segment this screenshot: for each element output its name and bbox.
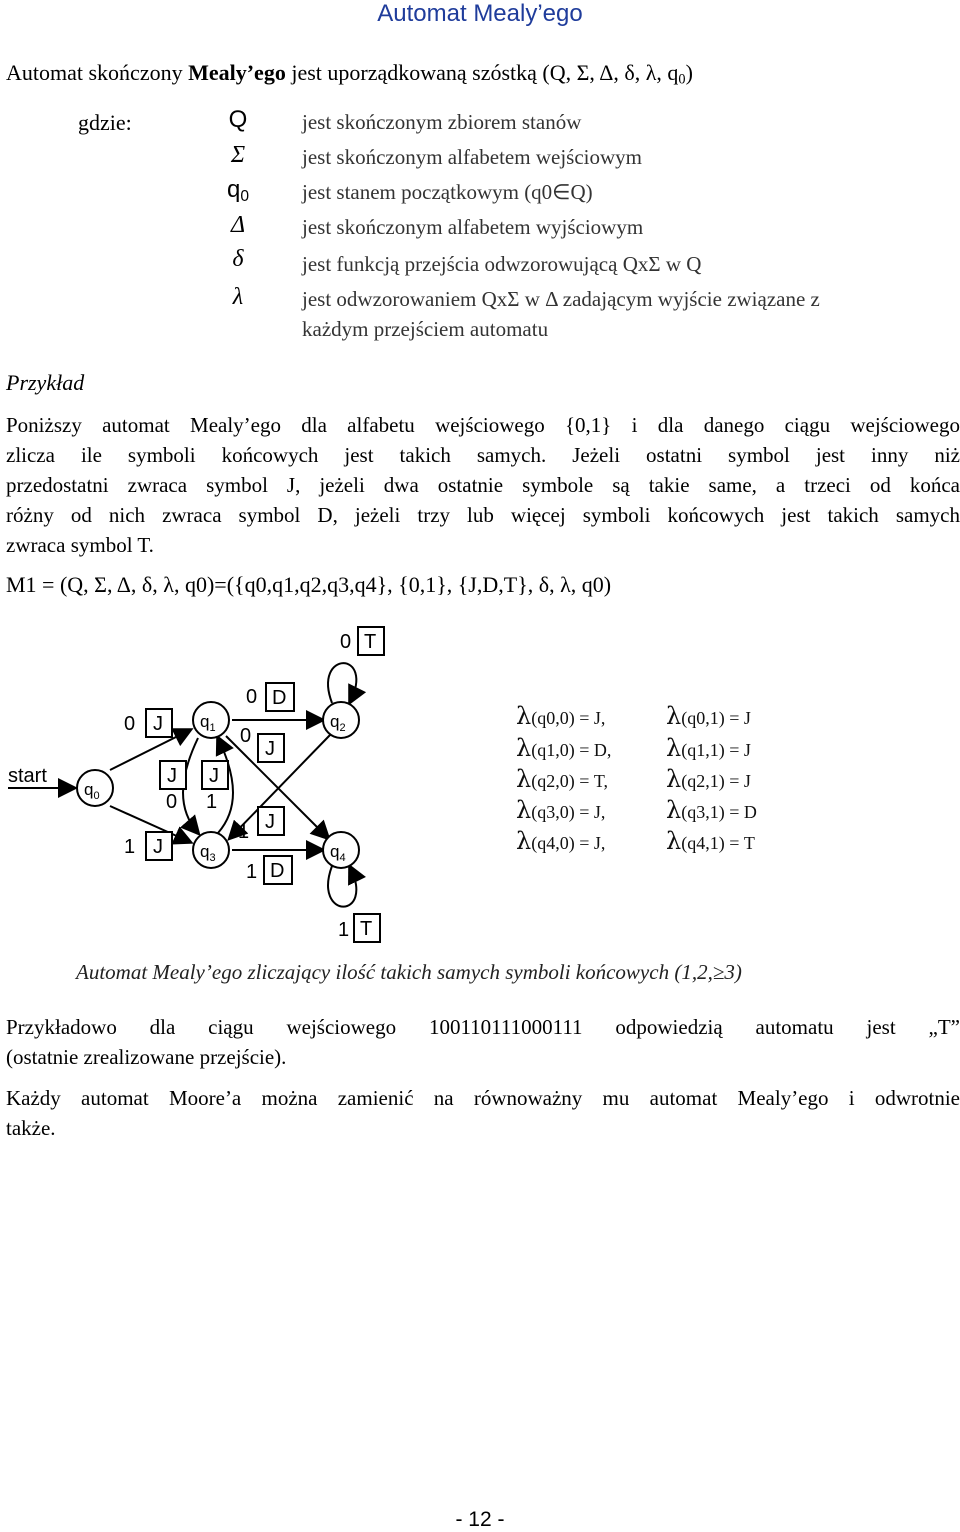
svg-text:0: 0 (124, 713, 136, 735)
example-line: różny od nich zwraca symbol D, jeżeli trzy lub więcej symboli końcowych jest takich samych (6, 503, 960, 527)
lambda-row: λ(q3,1) = D (666, 796, 757, 824)
svg-text:J: J (265, 738, 275, 760)
svg-text:q3: $q_3$ (200, 842, 216, 864)
moore-line: także. (6, 1116, 56, 1140)
symbol-q0: $q_0$ (226, 176, 250, 205)
intro-prefix: Automat skończony (6, 60, 189, 85)
example-line: Poniższy automat Mealy’ego dla alfabetu wejściowego {0,1} i dla danego ciągu wejściowego (6, 413, 960, 437)
svg-text:T: T (360, 918, 373, 940)
edge-q2-loop (328, 663, 356, 703)
svg-text:J: J (167, 765, 177, 787)
label-q0-q3 (124, 832, 172, 860)
lambda-row: λ(q2,1) = J (666, 765, 751, 793)
lambda-row: λ(q1,0) = D, (516, 734, 612, 762)
figure-caption: Automat Mealy’ego zliczający ilość takich samych symboli końcowych (1,2,≥3) (76, 960, 742, 984)
state-q2 (323, 702, 359, 738)
svg-text:0: 0 (166, 791, 178, 813)
svg-text:1: 1 (206, 791, 218, 813)
label-q1-q2 (246, 683, 294, 711)
svg-text:J: J (153, 836, 163, 858)
definition-delta-upper: jest skończonym alfabetem wyjściowym (302, 215, 644, 239)
definition-q0: jest stanem początkowym (q0∈Q) (302, 180, 593, 204)
lambda-row: λ(q2,0) = T, (516, 765, 609, 793)
moore-line: Każdy automat Moore’a można zamienić na równoważny mu automat Mealy’ego i odwrotnie (6, 1086, 960, 1110)
conclusion-line: (ostatnie zrealizowane przejście). (6, 1045, 287, 1069)
svg-text:0: 0 (340, 631, 352, 653)
state-q4 (323, 832, 359, 868)
state-q0 (77, 770, 113, 806)
svg-text:J: J (265, 811, 275, 833)
svg-text:1: 1 (238, 821, 250, 843)
svg-text:0: 0 (240, 725, 252, 747)
label-q0-q1 (124, 709, 172, 737)
edge-q4-loop (328, 866, 356, 907)
svg-text:q2: $q_2$ (330, 712, 346, 734)
definition-lambda-cont: każdym przejściem automatu (302, 317, 549, 341)
symbol-delta-lower: δ (232, 246, 244, 272)
svg-text:D: D (270, 860, 285, 882)
page-number: - 12 - (455, 1508, 505, 1531)
definition-delta-lower: jest funkcją przejścia odwzorowującą QxΣ w Q (302, 252, 702, 276)
intro-suffix: jest uporządkowaną szóstką (Q, Σ, Δ, δ, λ, q (285, 60, 679, 85)
example-heading: Przykład (6, 370, 85, 395)
conclusion-paragraph (6, 1012, 960, 1072)
svg-text:q0: $q_0$ (84, 780, 100, 802)
intro-bold: Mealy’ego (188, 60, 286, 85)
svg-text:D: D (272, 687, 287, 709)
machine-definition: M1 = (Q, Σ, Δ, δ, λ, q0)=({q0,q1,q2,q3,q4}, {0,1}, {J,D,T}, δ, λ, q0) (6, 572, 612, 597)
lambda-row: λ(q1,1) = J (666, 734, 751, 762)
svg-text:q4: $q_4$ (330, 842, 346, 864)
state-q1 (193, 702, 229, 738)
where-label: gdzie: (78, 110, 132, 135)
example-line: zlicza ile symboli końcowych jest takich samych. Jeżeli ostatni symbol jest inny niż (6, 443, 960, 467)
symbol-delta-upper: Δ (230, 212, 246, 238)
lambda-row: λ(q0,1) = J (666, 702, 751, 730)
example-paragraph (6, 410, 960, 560)
definition-sigma: jest skończonym alfabetem wejściowym (302, 145, 642, 169)
svg-text:0: 0 (246, 686, 258, 708)
example-line: zwraca symbol T. (6, 533, 154, 557)
svg-text:J: J (153, 713, 163, 735)
definition-lambda: jest odwzorowaniem QxΣ w Δ zadającym wyjście związane z (302, 287, 820, 311)
state-q3 (193, 832, 229, 868)
symbol-Q: Q (228, 106, 248, 133)
intro-definition (6, 60, 693, 86)
symbol-sigma: Σ (230, 142, 246, 168)
intro-close: ) (685, 60, 693, 85)
label-q1-q4 (238, 807, 284, 843)
state-diagram (0, 620, 500, 950)
svg-text:1: 1 (246, 861, 258, 883)
page-title: Automat Mealy’ego (377, 0, 583, 27)
symbol-lambda: λ (232, 284, 244, 310)
svg-text:J: J (209, 765, 219, 787)
label-q2-loop (340, 627, 384, 655)
label-q3-q4 (246, 856, 292, 884)
lambda-row: λ(q4,0) = J, (516, 827, 606, 855)
start-label: start (8, 765, 47, 787)
lambda-row: λ(q0,0) = J, (516, 702, 606, 730)
svg-text:T: T (364, 631, 377, 653)
lambda-row: λ(q3,0) = J, (516, 796, 606, 824)
svg-text:q1: $q_1$ (200, 712, 216, 734)
label-q1q3-boxes (160, 761, 228, 813)
example-line: przedostatni zwraca symbol J, jeżeli dwa ostatnie symbole są takie same, a trzeci od końca (6, 473, 960, 497)
intro-subscript: 0 (678, 71, 686, 88)
moore-paragraph (6, 1083, 960, 1143)
lambda-row: λ(q4,1) = T (666, 827, 755, 855)
conclusion-line: Przykładowo dla ciągu wejściowego 100110111000111 odpowiedzią automatu jest „T” (6, 1015, 960, 1039)
label-q4-loop (338, 914, 380, 942)
svg-text:1: 1 (338, 919, 350, 941)
svg-text:1: 1 (124, 836, 136, 858)
definition-Q: jest skończonym zbiorem stanów (302, 110, 582, 134)
